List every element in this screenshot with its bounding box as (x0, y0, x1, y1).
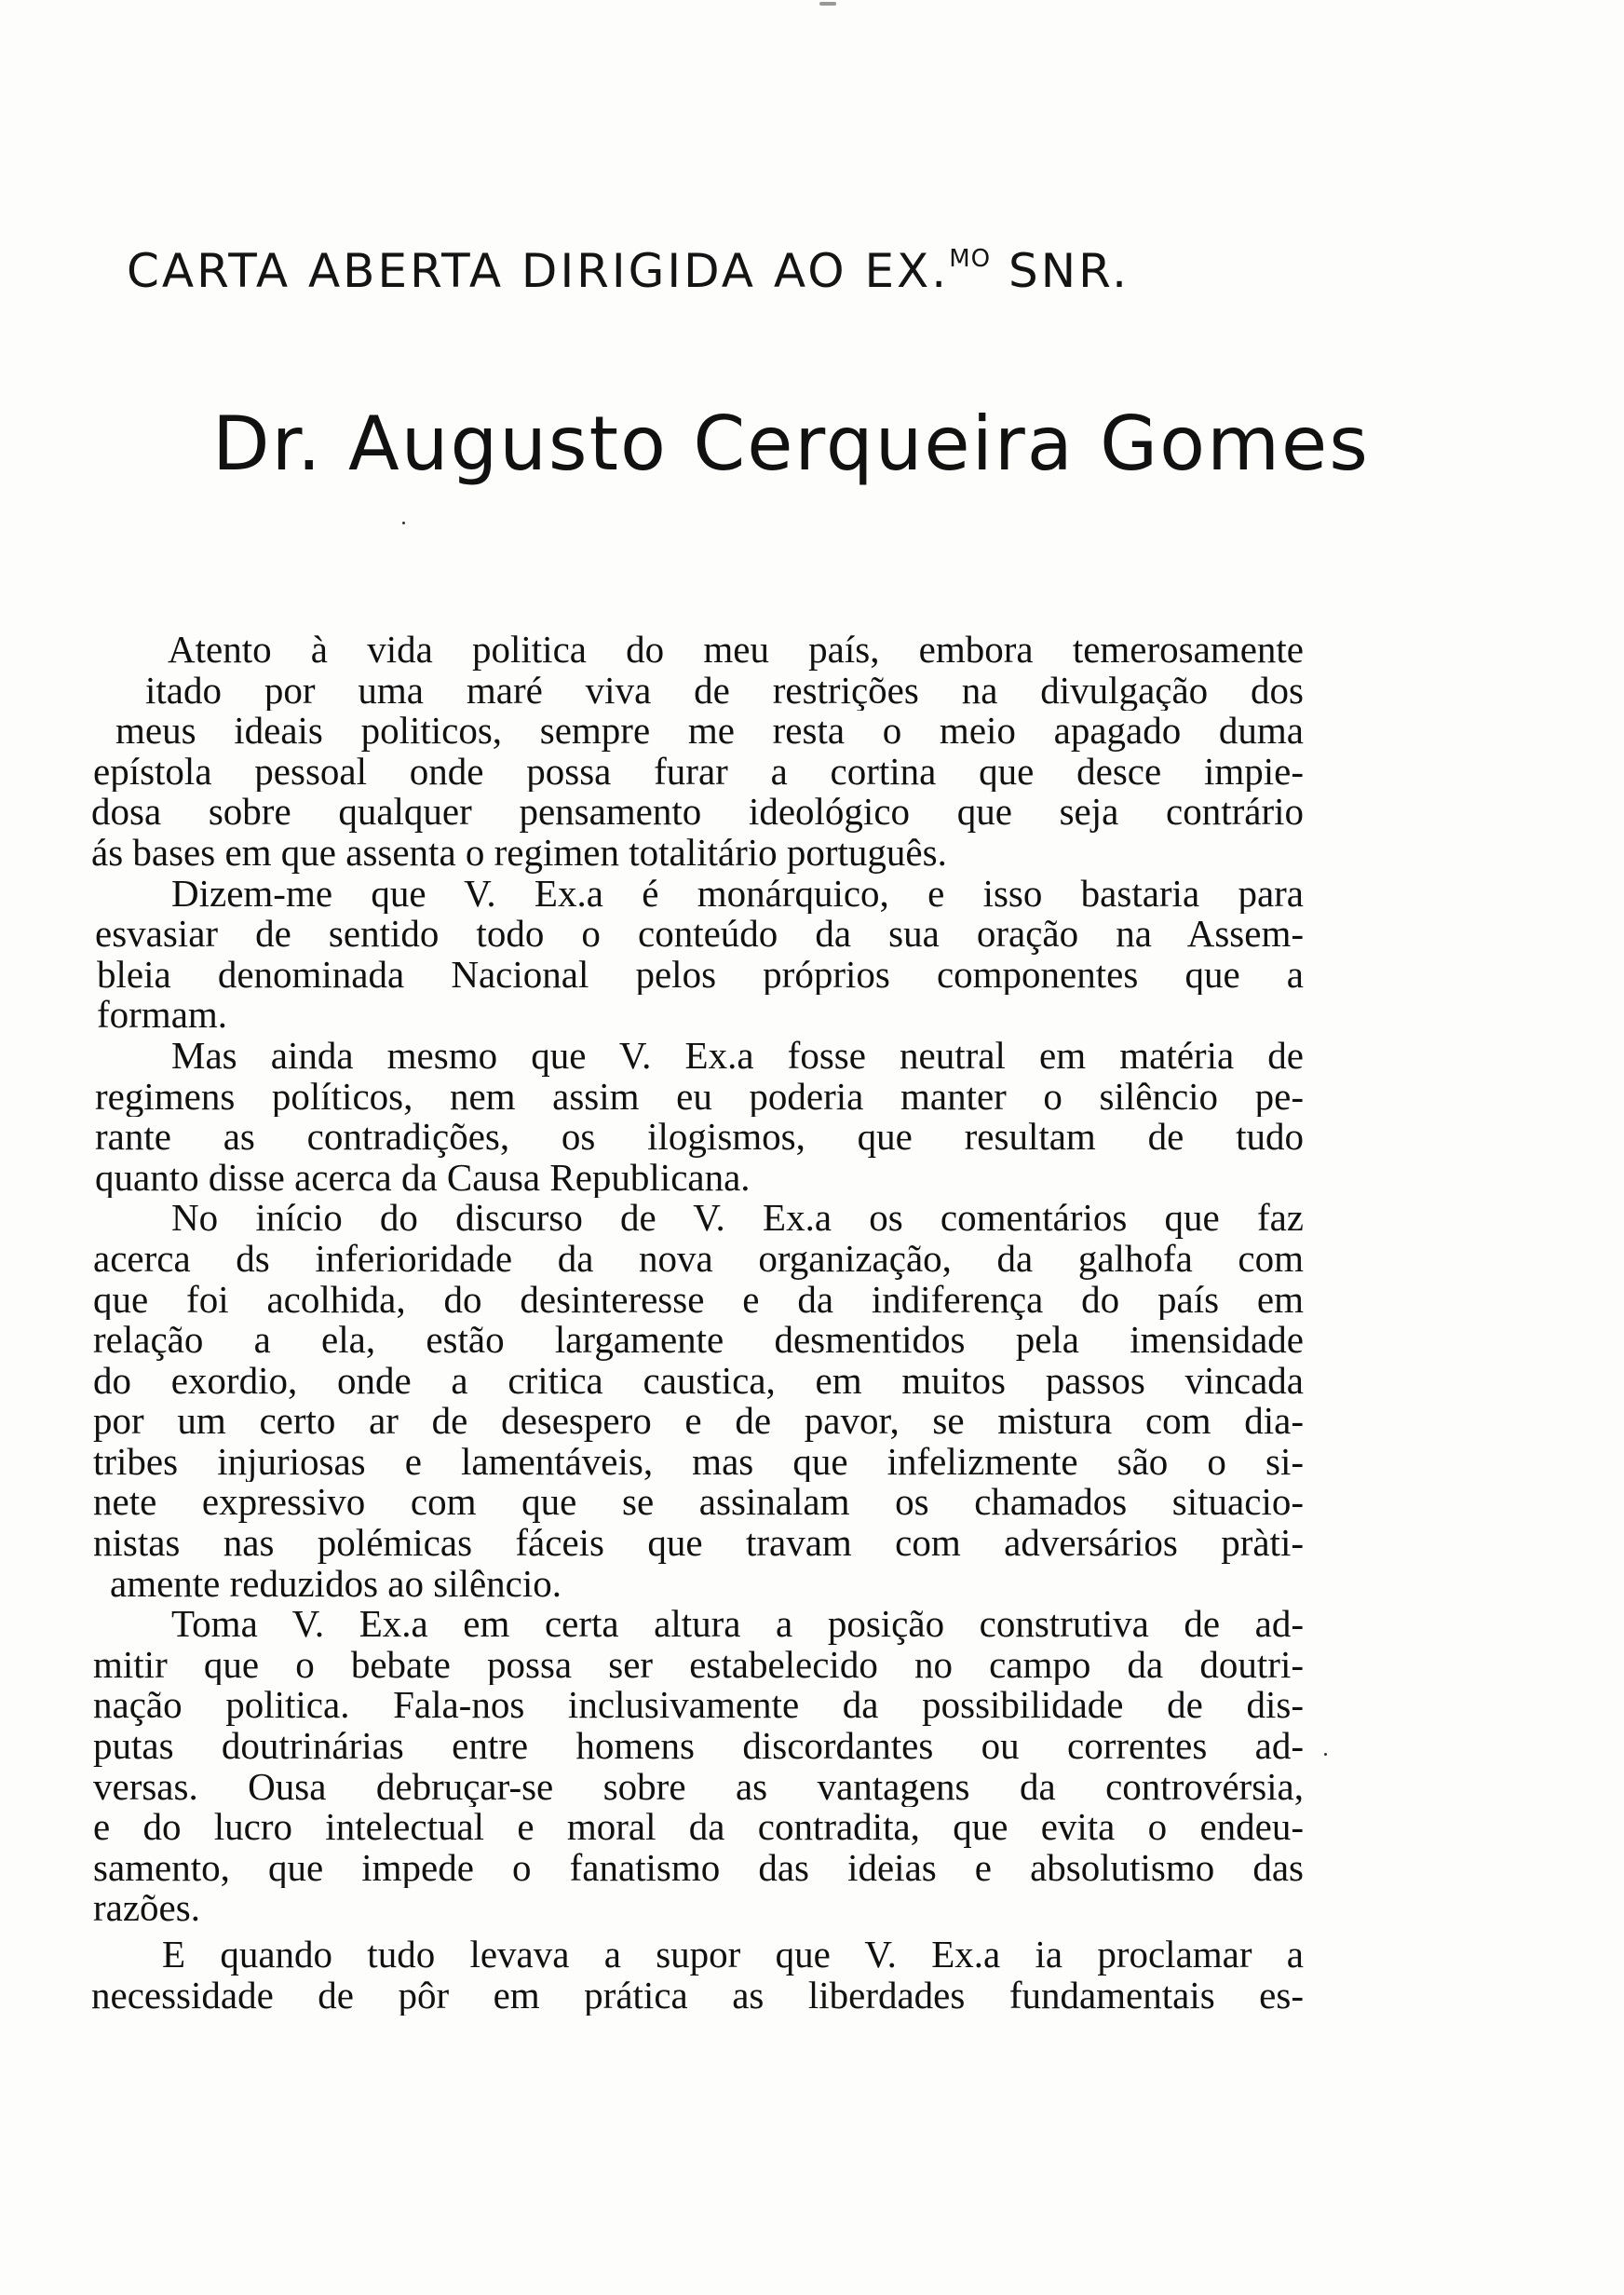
text-line: putas doutrinárias entre homens discordantes ou correntes ad- (93, 1726, 1304, 1767)
print-speck (1324, 1753, 1327, 1756)
text-line: nistas nas polémicas fáceis que travam com adversários pràti- (93, 1523, 1304, 1564)
text-line: Toma V. Ex.a em certa altura a posição construtiva de ad- (171, 1604, 1304, 1645)
print-speck (402, 522, 405, 524)
text-line: itado por uma maré viva de restrições na divulgação dos (145, 670, 1304, 712)
text-line: Atento à vida politica do meu país, embora temerosamente (168, 630, 1304, 671)
text-line: relação a ela, estão largamente desmentidos pela imensidade (93, 1320, 1304, 1361)
text-line: quanto disse acerca da Causa Republicana. (95, 1157, 751, 1199)
text-line: versas. Ousa debruçar-se sobre as vantagens da controvérsia, (93, 1766, 1304, 1808)
text-line: samento, que impede o fanatismo das ideias e absolutismo das (93, 1847, 1304, 1889)
text-line: mitir que o bebate possa ser estabelecido no campo da doutri- (93, 1644, 1304, 1686)
addressee-title: Dr. Augusto Cerqueira Gomes (212, 401, 1370, 487)
text-line: acerca ds inferioridade da nova organização, da galhofa com (93, 1238, 1304, 1280)
text-line: bleia denominada Nacional pelos próprios componentes que a (97, 954, 1304, 996)
text-line: amente reduzidos ao silêncio. (110, 1563, 562, 1605)
text-line: razões. (93, 1888, 200, 1929)
text-line: que foi acolhida, do desinteresse e da indiferença do país em (93, 1279, 1304, 1321)
letter-heading (127, 244, 1130, 298)
text-line: necessidade de pôr em prática as liberdades fundamentais es- (91, 1975, 1304, 2017)
text-line: rante as contradições, os ilogismos, que resultam de tudo (95, 1117, 1304, 1158)
text-line: por um certo ar de desespero e de pavor, se mistura com dia- (93, 1401, 1304, 1442)
text-line: E quando tudo levava a supor que V. Ex.a ia proclamar a (162, 1935, 1304, 1976)
heading-superscript: MO (949, 245, 992, 273)
text-line: nete expressivo com que se assinalam os chamados situacio- (93, 1482, 1304, 1524)
heading-main-text: CARTA ABERTA DIRIGIDA AO EX. (127, 244, 950, 298)
text-line: regimens políticos, nem assim eu poderia manter o silêncio pe- (95, 1076, 1304, 1118)
text-line: esvasiar de sentido todo o conteúdo da sua oração na Assem- (95, 914, 1304, 955)
text-line: nação politica. Fala-nos inclusivamente da possibilidade de dis- (93, 1685, 1304, 1727)
text-line: ás bases em que assenta o regimen totalitário português. (91, 832, 947, 874)
text-line: e do lucro intelectual e moral da contradita, que evita o endeu- (93, 1807, 1304, 1848)
heading-end-text: SNR. (991, 244, 1130, 298)
text-line: No início do discurso de V. Ex.a os comentários que faz (171, 1198, 1304, 1239)
text-line: Mas ainda mesmo que V. Ex.a fosse neutral em matéria de (171, 1035, 1304, 1077)
text-line: meus ideais politicos, sempre me resta o meio apagado duma (115, 711, 1304, 752)
text-line: do exordio, onde a critica caustica, em muitos passos vincada (93, 1360, 1304, 1402)
text-line: dosa sobre qualquer pensamento ideológico que seja contrário (91, 792, 1304, 833)
text-line: formam. (97, 995, 228, 1036)
text-line: epístola pessoal onde possa furar a cortina que desce impie- (93, 751, 1304, 793)
text-line: Dizem-me que V. Ex.a é monárquico, e isso bastaria para (171, 873, 1304, 915)
letter-body (91, 630, 1304, 2017)
print-speck (819, 2, 836, 6)
text-line: tribes injuriosas e lamentáveis, mas que infelizmente são o si- (93, 1441, 1304, 1483)
